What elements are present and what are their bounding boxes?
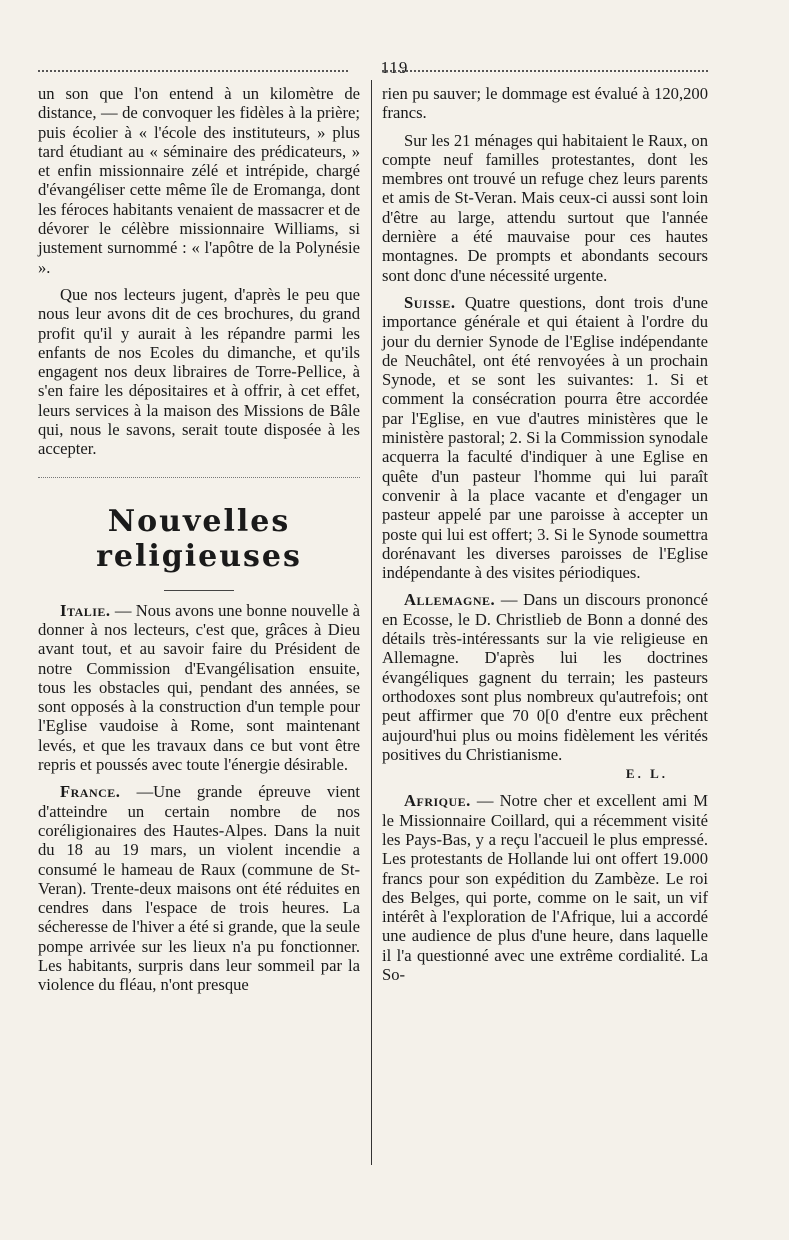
news-france — [38, 782, 360, 994]
left-column — [38, 84, 360, 995]
top-rule-left — [38, 70, 348, 72]
news-afrique — [382, 791, 708, 984]
paragraph-menages: Sur les 21 ménages qui habitaient le Raux, on compte neuf familles protestantes, dont les membres ont trouvé un refuge chez leurs parents et amis de St-Veran. Mais ceux-ci aussi sont loin d'être au large, attendu surtout que l'année dernière a été mauvaise pour ces hautes montagnes. De prompts et abondants secours sont donc d'une nécessité urgente. — [382, 130, 708, 285]
signature: E. L. — [625, 766, 668, 782]
news-suisse-text: Quatre questions, dont trois d'une importance générale et qui étaient à l'ordre du jour du dernier Synode de l'Eglise indépendante de Neuchâtel, ont été renvoyées à un prochain Synode, et se sont les suivantes: 1. Si et comment la consécration pourra être accordée par l'Eglise, en vue d'autres ministères que le ministère pastoral; 2. Si la Commission synodale acquerra la faculté d'indiquer à une Eglise en quête d'un pasteur l'homme qui lui paraît convenir à la place vacante et d'engager un pasteur appelé par une paroisse à accepter un poste qui lui est offert; 3. Si le Synode soumettra dorénavant les diverses paroisses de l'Eglise indépendante à des visites périodiques. — [382, 292, 708, 583]
news-suisse — [382, 293, 708, 582]
news-suisse-label: Suisse. — [404, 292, 456, 312]
paragraph-dommage: rien pu sauver; le dommage est évalué à 120,200 francs. — [382, 84, 708, 123]
news-italie-text: — Nous avons une bonne nouvelle à donner à nos lecteurs, c'est que, grâces à Dieu avant tout, et au savoir faire du Président de notre Commission d'Evangélisation ensuite, tous les obstacles qui, pendant des années, se sont opposés à la construction d'un temple pour l'Eglise vaudoise à Rome, sont maintenant levés, et que les travaux dans ce but vont être repris et poussés avec toute l'énergie désirable. — [38, 600, 360, 775]
news-allemagne-label: Allemagne. — [404, 590, 496, 610]
news-italie — [38, 601, 360, 775]
right-column — [382, 84, 708, 984]
heading-rule — [164, 590, 234, 591]
news-allemagne-text: — Dans un discours prononcé en Ecosse, le D. Christlieb de Bonn a donné des détails très-intéressants sur la vie religieuse en Allemagne. D'après lui les doctrines évangéliques gagnent du terrain; les pasteurs orthodoxes sont plus nombreux qu'autrefois; ont peut affirmer que 70 0[0 d'entre eux prêchent aujourd'hui plus ou moins fidèlement les vérités positives du Christianisme. — [382, 590, 708, 764]
paragraph-eromanga: un son que l'on entend à un kilomètre de distance, — de convoquer les fidèles à la prière; puis écolier à « l'école des instituteurs, » plus tard étudiant au « séminaire des prédicateurs, » et enfin missionnaire zélé et intrépide, chargé d'évangéliser cette même île de Eromanga, dont les féroces habitants venaient de massacrer et de dévorer le célèbre missionnaire Williams, si justement surnommé : « l'apôtre de la Polynésie ». — [38, 84, 360, 277]
column-divider — [371, 80, 372, 1165]
news-allemagne — [382, 590, 708, 764]
news-france-label: France. — [60, 782, 121, 802]
news-france-text: —Une grande épreuve vient d'atteindre un certain nombre de nos coréligionaires des Hautes-Alpes. Dans la nuit du 18 au 19 mars, un violent incendie a consumé le hameau de Raux (commune de St-Veran). Trente-deux maisons ont été réduites en cendres dans l'espace de trois heures. La sécheresse de l'hiver a été si grande, que la seule pompe arrivée sur les lieux n'a pu fonctionner. Les habitants, surpris dans leur sommeil par la violence du fléau, n'ont presque — [38, 782, 360, 995]
top-rule-right — [382, 70, 708, 72]
section-heading: Nouvelles religieuses — [96, 503, 302, 574]
news-afrique-text: — Notre cher et excellent ami M le Missionnaire Coillard, qui a récemment visité les Pays-Bas, y a reçu l'accueil le plus empressé. Les protestants de Hollande lui ont offert 19.000 francs pour son expédition du Zambèze. Le roi des Belges, qui porte, comme on le sait, un vif intérêt à l'exploration de l'Afrique, lui a accordé une audience de plus d'une heure, dans laquelle il l'a questionné avec une extrême cordialité. La So- — [382, 791, 708, 985]
news-afrique-label: Afrique. — [404, 791, 471, 811]
paragraph-brochures: Que nos lecteurs jugent, d'après le peu que nous leur avons dit de ces brochures, du grand profit qu'il y aurait à les répandre parmi les enfants de nos Ecoles du dimanche, et qu'ils engagent nos deux libraires de Torre-Pellice, à s'en faire les dépositaires et à offrir, à cet effet, leurs services à la maison des Missions de Bâle qui, nous le savons, serait toute disposée à les accepter. — [38, 284, 360, 459]
section-separator — [38, 477, 360, 478]
news-italie-label: Italie. — [60, 600, 111, 620]
page-number: 119 — [380, 58, 409, 77]
